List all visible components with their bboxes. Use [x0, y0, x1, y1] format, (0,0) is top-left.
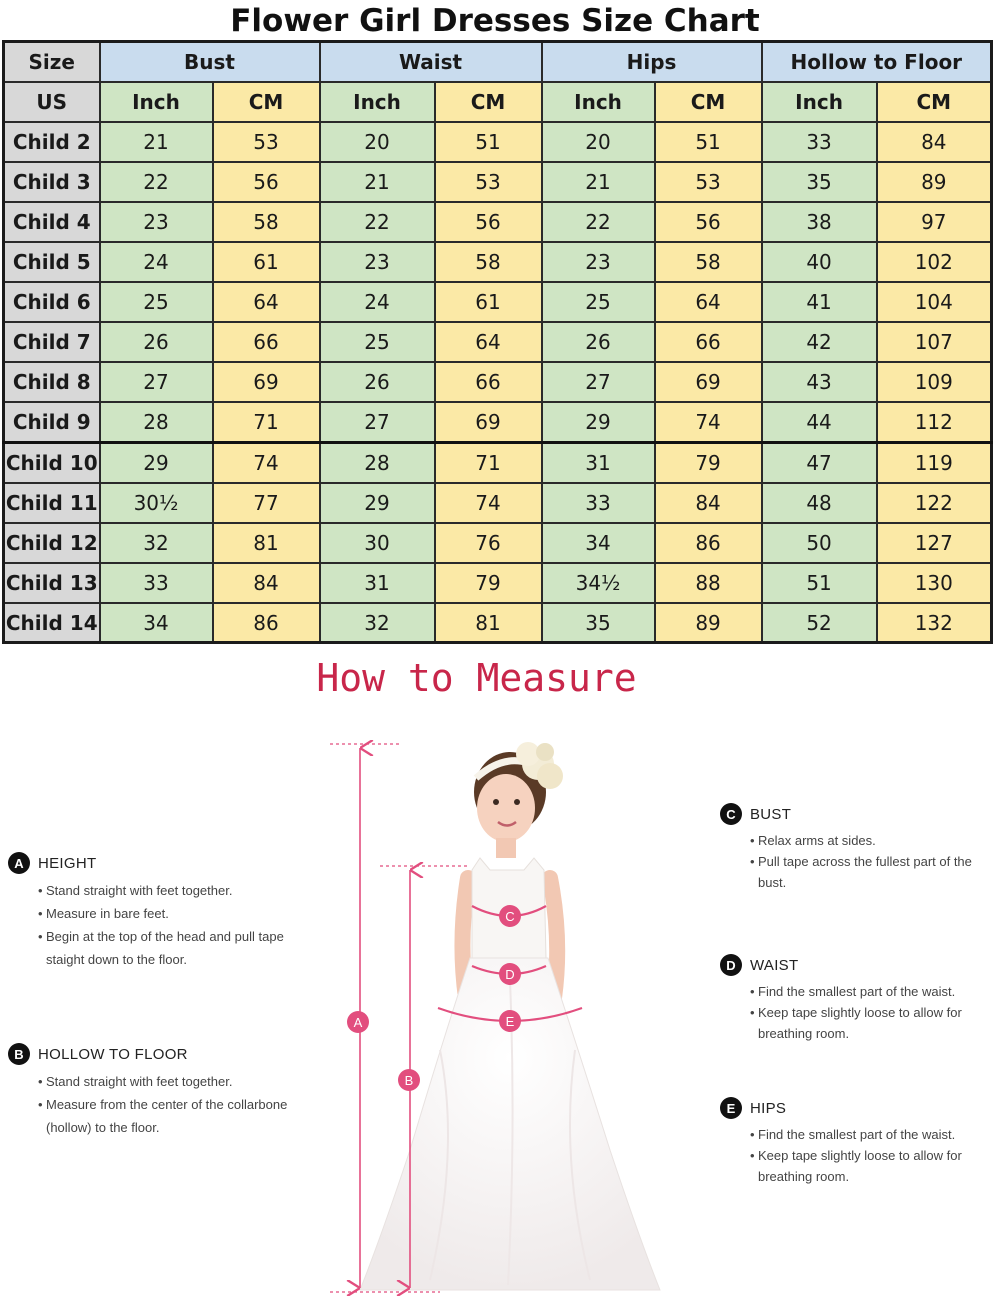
instruction-title: HOLLOW TO FLOOR: [38, 1045, 188, 1063]
size-label-cell: Child 13: [4, 563, 100, 603]
measurement-cell: 27: [100, 362, 213, 402]
measurement-cell: 40: [762, 242, 877, 282]
measurement-cell: 86: [655, 523, 762, 563]
measurement-cell: 24: [100, 242, 213, 282]
badge-e-icon: E: [720, 1097, 742, 1119]
instruction-height: [8, 852, 298, 971]
table-row: [4, 162, 992, 202]
marker-a-icon: [347, 1011, 369, 1033]
measurement-cell: 52: [762, 603, 877, 643]
table-row: [4, 322, 992, 362]
measurement-cell: 56: [655, 202, 762, 242]
measurement-cell: 64: [655, 282, 762, 322]
measurement-cell: 58: [655, 242, 762, 282]
instruction-title: BUST: [750, 805, 792, 823]
group-header: Hollow to Floor: [762, 42, 992, 82]
measurement-cell: 53: [213, 122, 320, 162]
size-rows: [4, 122, 992, 643]
instruction-bust: [720, 803, 990, 893]
size-label-cell: Child 9: [4, 402, 100, 442]
measurement-cell: 89: [655, 603, 762, 643]
measurement-cell: 34: [100, 603, 213, 643]
measurement-cell: 20: [542, 122, 655, 162]
marker-c-icon: [499, 905, 521, 927]
table-row: [4, 483, 992, 523]
measurement-cell: 69: [213, 362, 320, 402]
size-label-cell: Child 14: [4, 603, 100, 643]
measurement-cell: 64: [435, 322, 542, 362]
measurement-cell: 41: [762, 282, 877, 322]
measurement-figure: [320, 730, 700, 1300]
measurement-cell: 23: [320, 242, 435, 282]
measurement-cell: 27: [542, 362, 655, 402]
table-row: [4, 282, 992, 322]
measurement-cell: 33: [762, 122, 877, 162]
measurement-cell: 31: [542, 442, 655, 482]
measurement-cell: 48: [762, 483, 877, 523]
measurement-cell: 20: [320, 122, 435, 162]
size-label-cell: Child 6: [4, 282, 100, 322]
measurement-cell: 22: [100, 162, 213, 202]
measurement-cell: 22: [320, 202, 435, 242]
measurement-cell: 61: [435, 282, 542, 322]
measurement-cell: 30½: [100, 483, 213, 523]
table-row: [4, 362, 992, 402]
measurement-cell: 74: [213, 442, 320, 482]
measurement-cell: 21: [542, 162, 655, 202]
instruction-item: • Stand straight with feet together.: [38, 879, 298, 902]
measurement-cell: 66: [213, 322, 320, 362]
unit-header: US: [4, 82, 100, 122]
measurement-cell: 28: [320, 442, 435, 482]
measurement-cell: 66: [655, 322, 762, 362]
instruction-hips: [720, 1097, 990, 1187]
instruction-item: • Relax arms at sides.: [750, 830, 990, 851]
badge-c-icon: C: [720, 803, 742, 825]
measurement-cell: 43: [762, 362, 877, 402]
measurement-cell: 107: [877, 322, 992, 362]
size-label-cell: Child 4: [4, 202, 100, 242]
measurement-cell: 50: [762, 523, 877, 563]
measurement-cell: 26: [320, 362, 435, 402]
unit-header: CM: [213, 82, 320, 122]
size-label-cell: Child 12: [4, 523, 100, 563]
measurement-cell: 35: [762, 162, 877, 202]
measurement-cell: 47: [762, 442, 877, 482]
size-label-cell: Child 2: [4, 122, 100, 162]
instruction-title: HEIGHT: [38, 854, 97, 872]
measurement-cell: 23: [100, 202, 213, 242]
marker-label: D: [505, 967, 515, 982]
measurement-cell: 28: [100, 402, 213, 442]
table-row: [4, 402, 992, 442]
measurement-cell: 51: [435, 122, 542, 162]
measurement-cell: 34: [542, 523, 655, 563]
measurement-cell: 38: [762, 202, 877, 242]
table-row: [4, 523, 992, 563]
measurement-cell: 64: [213, 282, 320, 322]
measurement-cell: 25: [100, 282, 213, 322]
table-row: [4, 603, 992, 643]
measurement-cell: 84: [877, 122, 992, 162]
instruction-item: • Stand straight with feet together.: [38, 1070, 298, 1093]
measurement-cell: 119: [877, 442, 992, 482]
measurement-cell: 79: [655, 442, 762, 482]
measurement-cell: 51: [655, 122, 762, 162]
measurement-cell: 74: [435, 483, 542, 523]
measurement-cell: 35: [542, 603, 655, 643]
instruction-item: • Measure in bare feet.: [38, 902, 298, 925]
size-label-cell: Child 8: [4, 362, 100, 402]
measurement-cell: 58: [435, 242, 542, 282]
instruction-title: HIPS: [750, 1099, 787, 1117]
instruction-waist: [720, 954, 990, 1044]
measurement-cell: 77: [213, 483, 320, 523]
measurement-cell: 33: [100, 563, 213, 603]
measurement-cell: 25: [542, 282, 655, 322]
badge-b-icon: B: [8, 1043, 30, 1065]
measurement-cell: 69: [435, 402, 542, 442]
measurement-cell: 88: [655, 563, 762, 603]
measurement-cell: 61: [213, 242, 320, 282]
instruction-item: • Keep tape slightly loose to allow for breathing room.: [750, 1145, 990, 1187]
marker-label: A: [353, 1015, 363, 1030]
measurement-cell: 71: [435, 442, 542, 482]
measurement-cell: 112: [877, 402, 992, 442]
instruction-title: WAIST: [750, 956, 799, 974]
measurement-cell: 34½: [542, 563, 655, 603]
measurement-cell: 81: [435, 603, 542, 643]
measurement-cell: 51: [762, 563, 877, 603]
size-label-cell: Child 10: [4, 442, 100, 482]
table-row: [4, 442, 992, 482]
marker-label: E: [505, 1014, 515, 1029]
instruction-item: • Pull tape across the fullest part of the bust.: [750, 851, 990, 893]
measurement-cell: 26: [100, 322, 213, 362]
measurement-cell: 71: [213, 402, 320, 442]
marker-e-icon: [499, 1010, 521, 1032]
measurement-cell: 26: [542, 322, 655, 362]
measurement-cell: 132: [877, 603, 992, 643]
instruction-item: • Begin at the top of the head and pull tape staight down to the floor.: [38, 925, 298, 971]
measurement-cell: 22: [542, 202, 655, 242]
size-label-cell: Child 5: [4, 242, 100, 282]
measurement-cell: 69: [655, 362, 762, 402]
measurement-cell: 84: [213, 563, 320, 603]
measurement-cell: 29: [320, 483, 435, 523]
table-row: [4, 202, 992, 242]
measurement-cell: 32: [320, 603, 435, 643]
measurement-cell: 66: [435, 362, 542, 402]
measurement-cell: 29: [542, 402, 655, 442]
measurement-cell: 29: [100, 442, 213, 482]
measurement-cell: 81: [213, 523, 320, 563]
measurement-cell: 127: [877, 523, 992, 563]
measurement-cell: 31: [320, 563, 435, 603]
measurement-cell: 25: [320, 322, 435, 362]
chart-title: Flower Girl Dresses Size Chart: [230, 3, 760, 39]
measurement-cell: 53: [435, 162, 542, 202]
measurement-cell: 109: [877, 362, 992, 402]
instruction-item: • Find the smallest part of the waist.: [750, 1124, 990, 1145]
measurement-cell: 79: [435, 563, 542, 603]
badge-d-icon: D: [720, 954, 742, 976]
measurement-cell: 33: [542, 483, 655, 523]
measurement-cell: 102: [877, 242, 992, 282]
instruction-item: • Measure from the center of the collarbone (hollow) to the floor.: [38, 1093, 298, 1139]
unit-header: Inch: [320, 82, 435, 122]
measurement-cell: 56: [213, 162, 320, 202]
measurement-cell: 76: [435, 523, 542, 563]
badge-a-icon: A: [8, 852, 30, 874]
table-row: [4, 242, 992, 282]
measurement-cell: 23: [542, 242, 655, 282]
instruction-item: • Keep tape slightly loose to allow for breathing room.: [750, 1002, 990, 1044]
unit-header: CM: [655, 82, 762, 122]
measurement-cell: 84: [655, 483, 762, 523]
measurement-cell: 86: [213, 603, 320, 643]
marker-label: B: [404, 1073, 414, 1088]
unit-header: CM: [877, 82, 992, 122]
group-header: Size: [4, 42, 100, 82]
measurement-cell: 44: [762, 402, 877, 442]
measurement-cell: 89: [877, 162, 992, 202]
instruction-hollow-to-floor: [8, 1043, 298, 1139]
size-label-cell: Child 11: [4, 483, 100, 523]
measurement-cell: 53: [655, 162, 762, 202]
marker-d-icon: [499, 963, 521, 985]
how-to-measure-heading: How to Measure: [316, 656, 637, 700]
group-header-row: [4, 42, 992, 82]
measurement-cell: 122: [877, 483, 992, 523]
size-label-cell: Child 7: [4, 322, 100, 362]
measurement-cell: 24: [320, 282, 435, 322]
measurement-cell: 30: [320, 523, 435, 563]
measurement-cell: 56: [435, 202, 542, 242]
measurement-cell: 42: [762, 322, 877, 362]
measurement-cell: 74: [655, 402, 762, 442]
size-chart-table: [2, 40, 993, 644]
unit-header-row: [4, 82, 992, 122]
measurement-cell: 130: [877, 563, 992, 603]
measurement-cell: 21: [320, 162, 435, 202]
table-row: [4, 563, 992, 603]
measurement-cell: 32: [100, 523, 213, 563]
marker-b-icon: [398, 1069, 420, 1091]
unit-header: Inch: [542, 82, 655, 122]
group-header: Hips: [542, 42, 762, 82]
measurement-cell: 58: [213, 202, 320, 242]
measurement-cell: 97: [877, 202, 992, 242]
unit-header: Inch: [100, 82, 213, 122]
measurement-cell: 104: [877, 282, 992, 322]
size-label-cell: Child 3: [4, 162, 100, 202]
instruction-item: • Find the smallest part of the waist.: [750, 981, 990, 1002]
measurement-cell: 21: [100, 122, 213, 162]
measurement-cell: 27: [320, 402, 435, 442]
unit-header: CM: [435, 82, 542, 122]
group-header: Waist: [320, 42, 542, 82]
group-header: Bust: [100, 42, 320, 82]
unit-header: Inch: [762, 82, 877, 122]
table-row: [4, 122, 992, 162]
marker-label: C: [505, 909, 515, 924]
